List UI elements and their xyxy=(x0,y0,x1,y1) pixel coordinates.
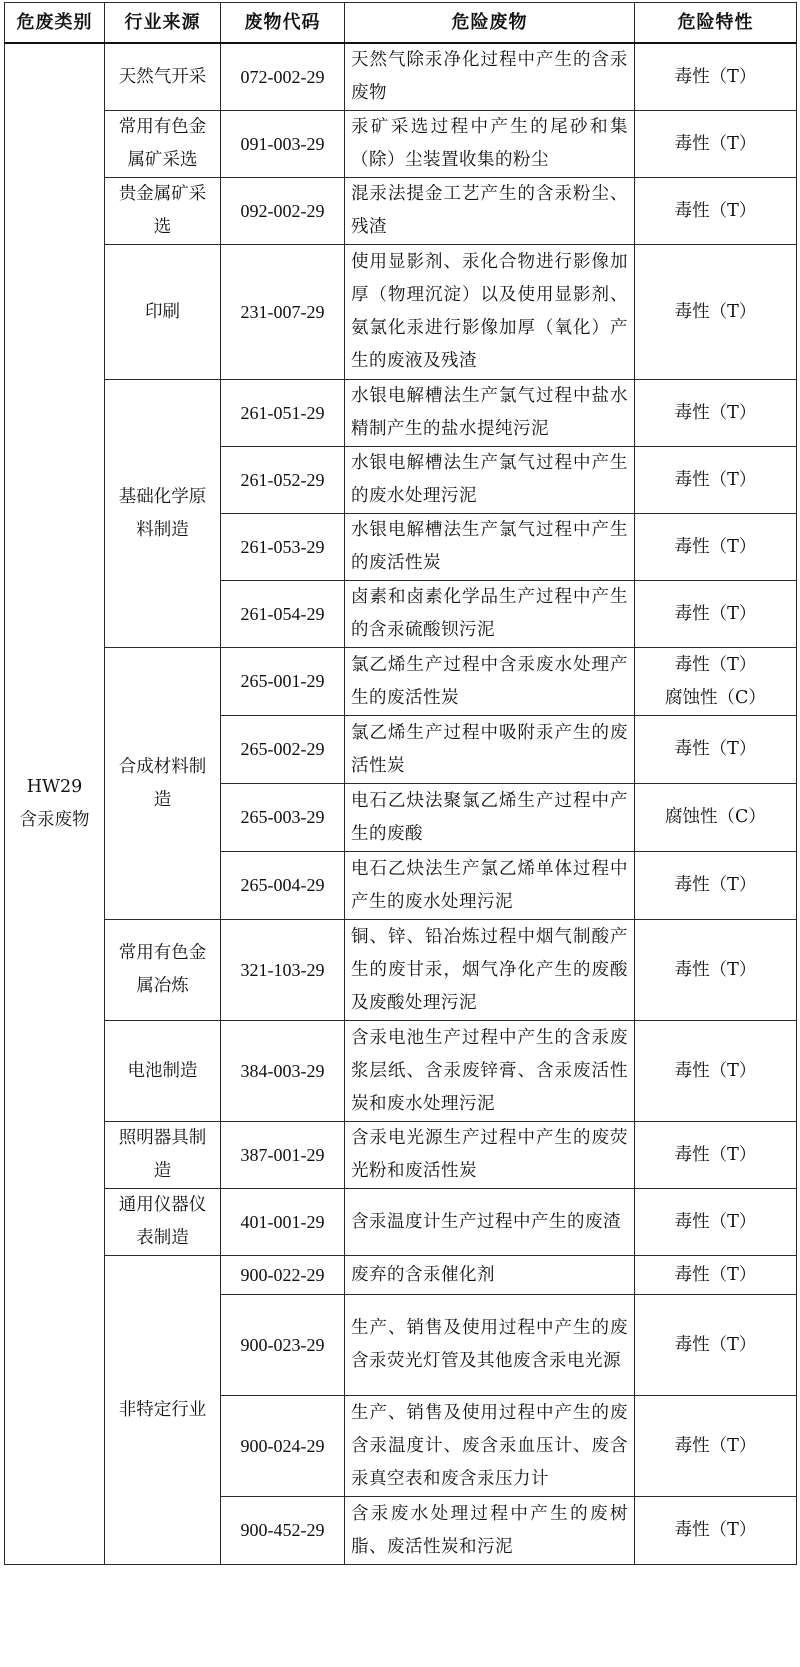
category-code: HW29 xyxy=(26,777,83,797)
hazard-characteristic: 毒性（T） xyxy=(674,301,757,322)
waste-code-cell: 261-051-29 xyxy=(221,380,345,447)
hazard-characteristic: 毒性（T） xyxy=(674,1435,757,1456)
industry-cell: 贵金属矿采选 xyxy=(105,178,221,245)
waste-code-cell: 900-023-29 xyxy=(221,1295,345,1396)
hazard-characteristic: 毒性（T） xyxy=(674,66,757,87)
waste-code-cell: 265-002-29 xyxy=(221,716,345,784)
waste-code-cell: 092-002-29 xyxy=(221,178,345,245)
hazard-characteristic: 毒性（T） xyxy=(674,875,757,895)
waste-code-cell: 231-007-29 xyxy=(221,245,345,380)
hazard-characteristic: 毒性（T） xyxy=(674,654,757,675)
waste-description-cell: 卤素和卤素化学品生产过程中产生的含汞硫酸钡污泥 xyxy=(345,581,635,648)
waste-description-cell: 氯乙烯生产过程中含汞废水处理产生的废活性炭 xyxy=(345,648,635,716)
waste-code-cell: 265-004-29 xyxy=(221,852,345,920)
industry-cell: 合成材料制造 xyxy=(105,648,221,920)
header-waste: 危险废物 xyxy=(345,3,635,44)
hazard-characteristic-cell xyxy=(635,920,797,1021)
waste-description-cell: 电石乙炔法聚氯乙烯生产过程中产生的废酸 xyxy=(345,784,635,852)
hazard-characteristic: 毒性（T） xyxy=(674,1060,757,1081)
header-characteristic: 危险特性 xyxy=(635,3,797,44)
industry-cell: 非特定行业 xyxy=(105,1256,221,1565)
hazard-characteristic-cell xyxy=(635,1021,797,1122)
hazard-characteristic-cell xyxy=(635,447,797,514)
waste-description-cell: 氯乙烯生产过程中吸附汞产生的废活性炭 xyxy=(345,716,635,784)
hazardous-waste-table xyxy=(4,2,797,1565)
hazard-characteristic: 毒性（T） xyxy=(674,603,757,624)
industry-cell: 常用有色金属矿采选 xyxy=(105,111,221,178)
waste-code-cell: 072-002-29 xyxy=(221,43,345,111)
table-row xyxy=(5,1189,797,1256)
hazard-characteristic: 毒性（T） xyxy=(674,469,757,490)
hazard-characteristic: 毒性（T） xyxy=(674,739,757,759)
hazard-characteristic: 毒性（T） xyxy=(674,402,757,423)
hazard-characteristic: 毒性（T） xyxy=(674,959,757,980)
hazard-characteristic-cell xyxy=(635,852,797,920)
hazard-characteristic: 毒性（T） xyxy=(674,1520,757,1540)
waste-description-cell: 废弃的含汞催化剂 xyxy=(345,1256,635,1295)
waste-description-cell: 电石乙炔法生产氯乙烯单体过程中产生的废水处理污泥 xyxy=(345,852,635,920)
table-body xyxy=(5,43,797,1565)
hazard-characteristic-cell xyxy=(635,1189,797,1256)
hazard-characteristic-cell xyxy=(635,648,797,716)
table-row xyxy=(5,178,797,245)
hazard-characteristic-cell xyxy=(635,1295,797,1396)
hazard-characteristic-cell xyxy=(635,514,797,581)
industry-cell: 照明器具制造 xyxy=(105,1122,221,1189)
hazard-characteristic: 毒性（T） xyxy=(674,1144,757,1165)
waste-code-cell: 900-022-29 xyxy=(221,1256,345,1295)
header-category: 危废类别 xyxy=(5,3,105,44)
table-row xyxy=(5,1122,797,1189)
hazard-characteristic-cell xyxy=(635,245,797,380)
industry-cell: 印刷 xyxy=(105,245,221,380)
hazard-characteristic-cell xyxy=(635,1396,797,1497)
waste-description-cell: 水银电解槽法生产氯气过程中产生的废活性炭 xyxy=(345,514,635,581)
table-row xyxy=(5,111,797,178)
hazard-characteristic: 毒性（T） xyxy=(674,1264,757,1285)
hazard-characteristic-cell xyxy=(635,111,797,178)
table-row xyxy=(5,1021,797,1122)
table-row xyxy=(5,920,797,1021)
waste-code-cell: 387-001-29 xyxy=(221,1122,345,1189)
waste-code-cell: 401-001-29 xyxy=(221,1189,345,1256)
waste-description-cell: 汞矿采选过程中产生的尾砂和集（除）尘装置收集的粉尘 xyxy=(345,111,635,178)
table-row xyxy=(5,43,797,111)
header-code: 废物代码 xyxy=(221,3,345,44)
header-row xyxy=(5,3,797,44)
waste-code-cell: 321-103-29 xyxy=(221,920,345,1021)
waste-description-cell: 使用显影剂、汞化合物进行影像加厚（物理沉淀）以及使用显影剂、氨氯化汞进行影像加厚（氧化）产生的废液及残渣 xyxy=(345,245,635,380)
industry-cell: 天然气开采 xyxy=(105,43,221,111)
waste-description-cell: 生产、销售及使用过程中产生的废含汞荧光灯管及其他废含汞电光源 xyxy=(345,1295,635,1396)
hazard-characteristic: 毒性（T） xyxy=(674,200,757,221)
hazard-characteristic-cell xyxy=(635,1122,797,1189)
hazard-characteristic-cell xyxy=(635,581,797,648)
waste-code-cell: 261-053-29 xyxy=(221,514,345,581)
waste-code-cell: 261-054-29 xyxy=(221,581,345,648)
waste-code-cell: 261-052-29 xyxy=(221,447,345,514)
industry-cell: 基础化学原料制造 xyxy=(105,380,221,648)
hazard-characteristic: 毒性（T） xyxy=(674,1211,757,1232)
waste-description-cell: 水银电解槽法生产氯气过程中产生的废水处理污泥 xyxy=(345,447,635,514)
hazard-characteristic: 毒性（T） xyxy=(674,133,757,154)
waste-code-cell: 265-001-29 xyxy=(221,648,345,716)
table-row xyxy=(5,1256,797,1295)
waste-description-cell: 含汞电池生产过程中产生的含汞废浆层纸、含汞废锌膏、含汞废活性炭和废水处理污泥 xyxy=(345,1021,635,1122)
waste-code-cell: 091-003-29 xyxy=(221,111,345,178)
waste-code-cell: 900-024-29 xyxy=(221,1396,345,1497)
waste-description-cell: 含汞电光源生产过程中产生的废荧光粉和废活性炭 xyxy=(345,1122,635,1189)
category-name: 含汞废物 xyxy=(19,810,90,830)
waste-description-cell: 含汞废水处理过程中产生的废树脂、废活性炭和污泥 xyxy=(345,1497,635,1565)
header-industry: 行业来源 xyxy=(105,3,221,44)
hazard-characteristic: 腐蚀性（C） xyxy=(665,807,766,827)
hazard-characteristic-cell xyxy=(635,43,797,111)
waste-code-cell: 384-003-29 xyxy=(221,1021,345,1122)
hazard-characteristic: 毒性（T） xyxy=(674,536,757,557)
hazard-characteristic-cell xyxy=(635,716,797,784)
waste-code-cell: 265-003-29 xyxy=(221,784,345,852)
industry-cell: 通用仪器仪表制造 xyxy=(105,1189,221,1256)
hazard-characteristic: 腐蚀性（C） xyxy=(665,687,766,708)
hazard-characteristic-cell xyxy=(635,784,797,852)
table-row xyxy=(5,380,797,447)
waste-description-cell: 水银电解槽法生产氯气过程中盐水精制产生的盐水提纯污泥 xyxy=(345,380,635,447)
waste-description-cell: 天然气除汞净化过程中产生的含汞废物 xyxy=(345,43,635,111)
waste-description-cell: 混汞法提金工艺产生的含汞粉尘、残渣 xyxy=(345,178,635,245)
waste-description-cell: 含汞温度计生产过程中产生的废渣 xyxy=(345,1189,635,1256)
hazard-characteristic-cell xyxy=(635,1256,797,1295)
table-row xyxy=(5,245,797,380)
waste-description-cell: 铜、锌、铅冶炼过程中烟气制酸产生的废甘汞，烟气净化产生的废酸及废酸处理污泥 xyxy=(345,920,635,1021)
hazard-characteristic: 毒性（T） xyxy=(674,1334,757,1355)
hazard-characteristic-cell xyxy=(635,178,797,245)
table-row xyxy=(5,648,797,716)
waste-description-cell: 生产、销售及使用过程中产生的废含汞温度计、废含汞血压计、废含汞真空表和废含汞压力计 xyxy=(345,1396,635,1497)
industry-cell: 常用有色金属冶炼 xyxy=(105,920,221,1021)
industry-cell: 电池制造 xyxy=(105,1021,221,1122)
hazard-characteristic-cell xyxy=(635,1497,797,1565)
hazard-characteristic-cell xyxy=(635,380,797,447)
category-cell xyxy=(5,43,105,1565)
waste-code-cell: 900-452-29 xyxy=(221,1497,345,1565)
